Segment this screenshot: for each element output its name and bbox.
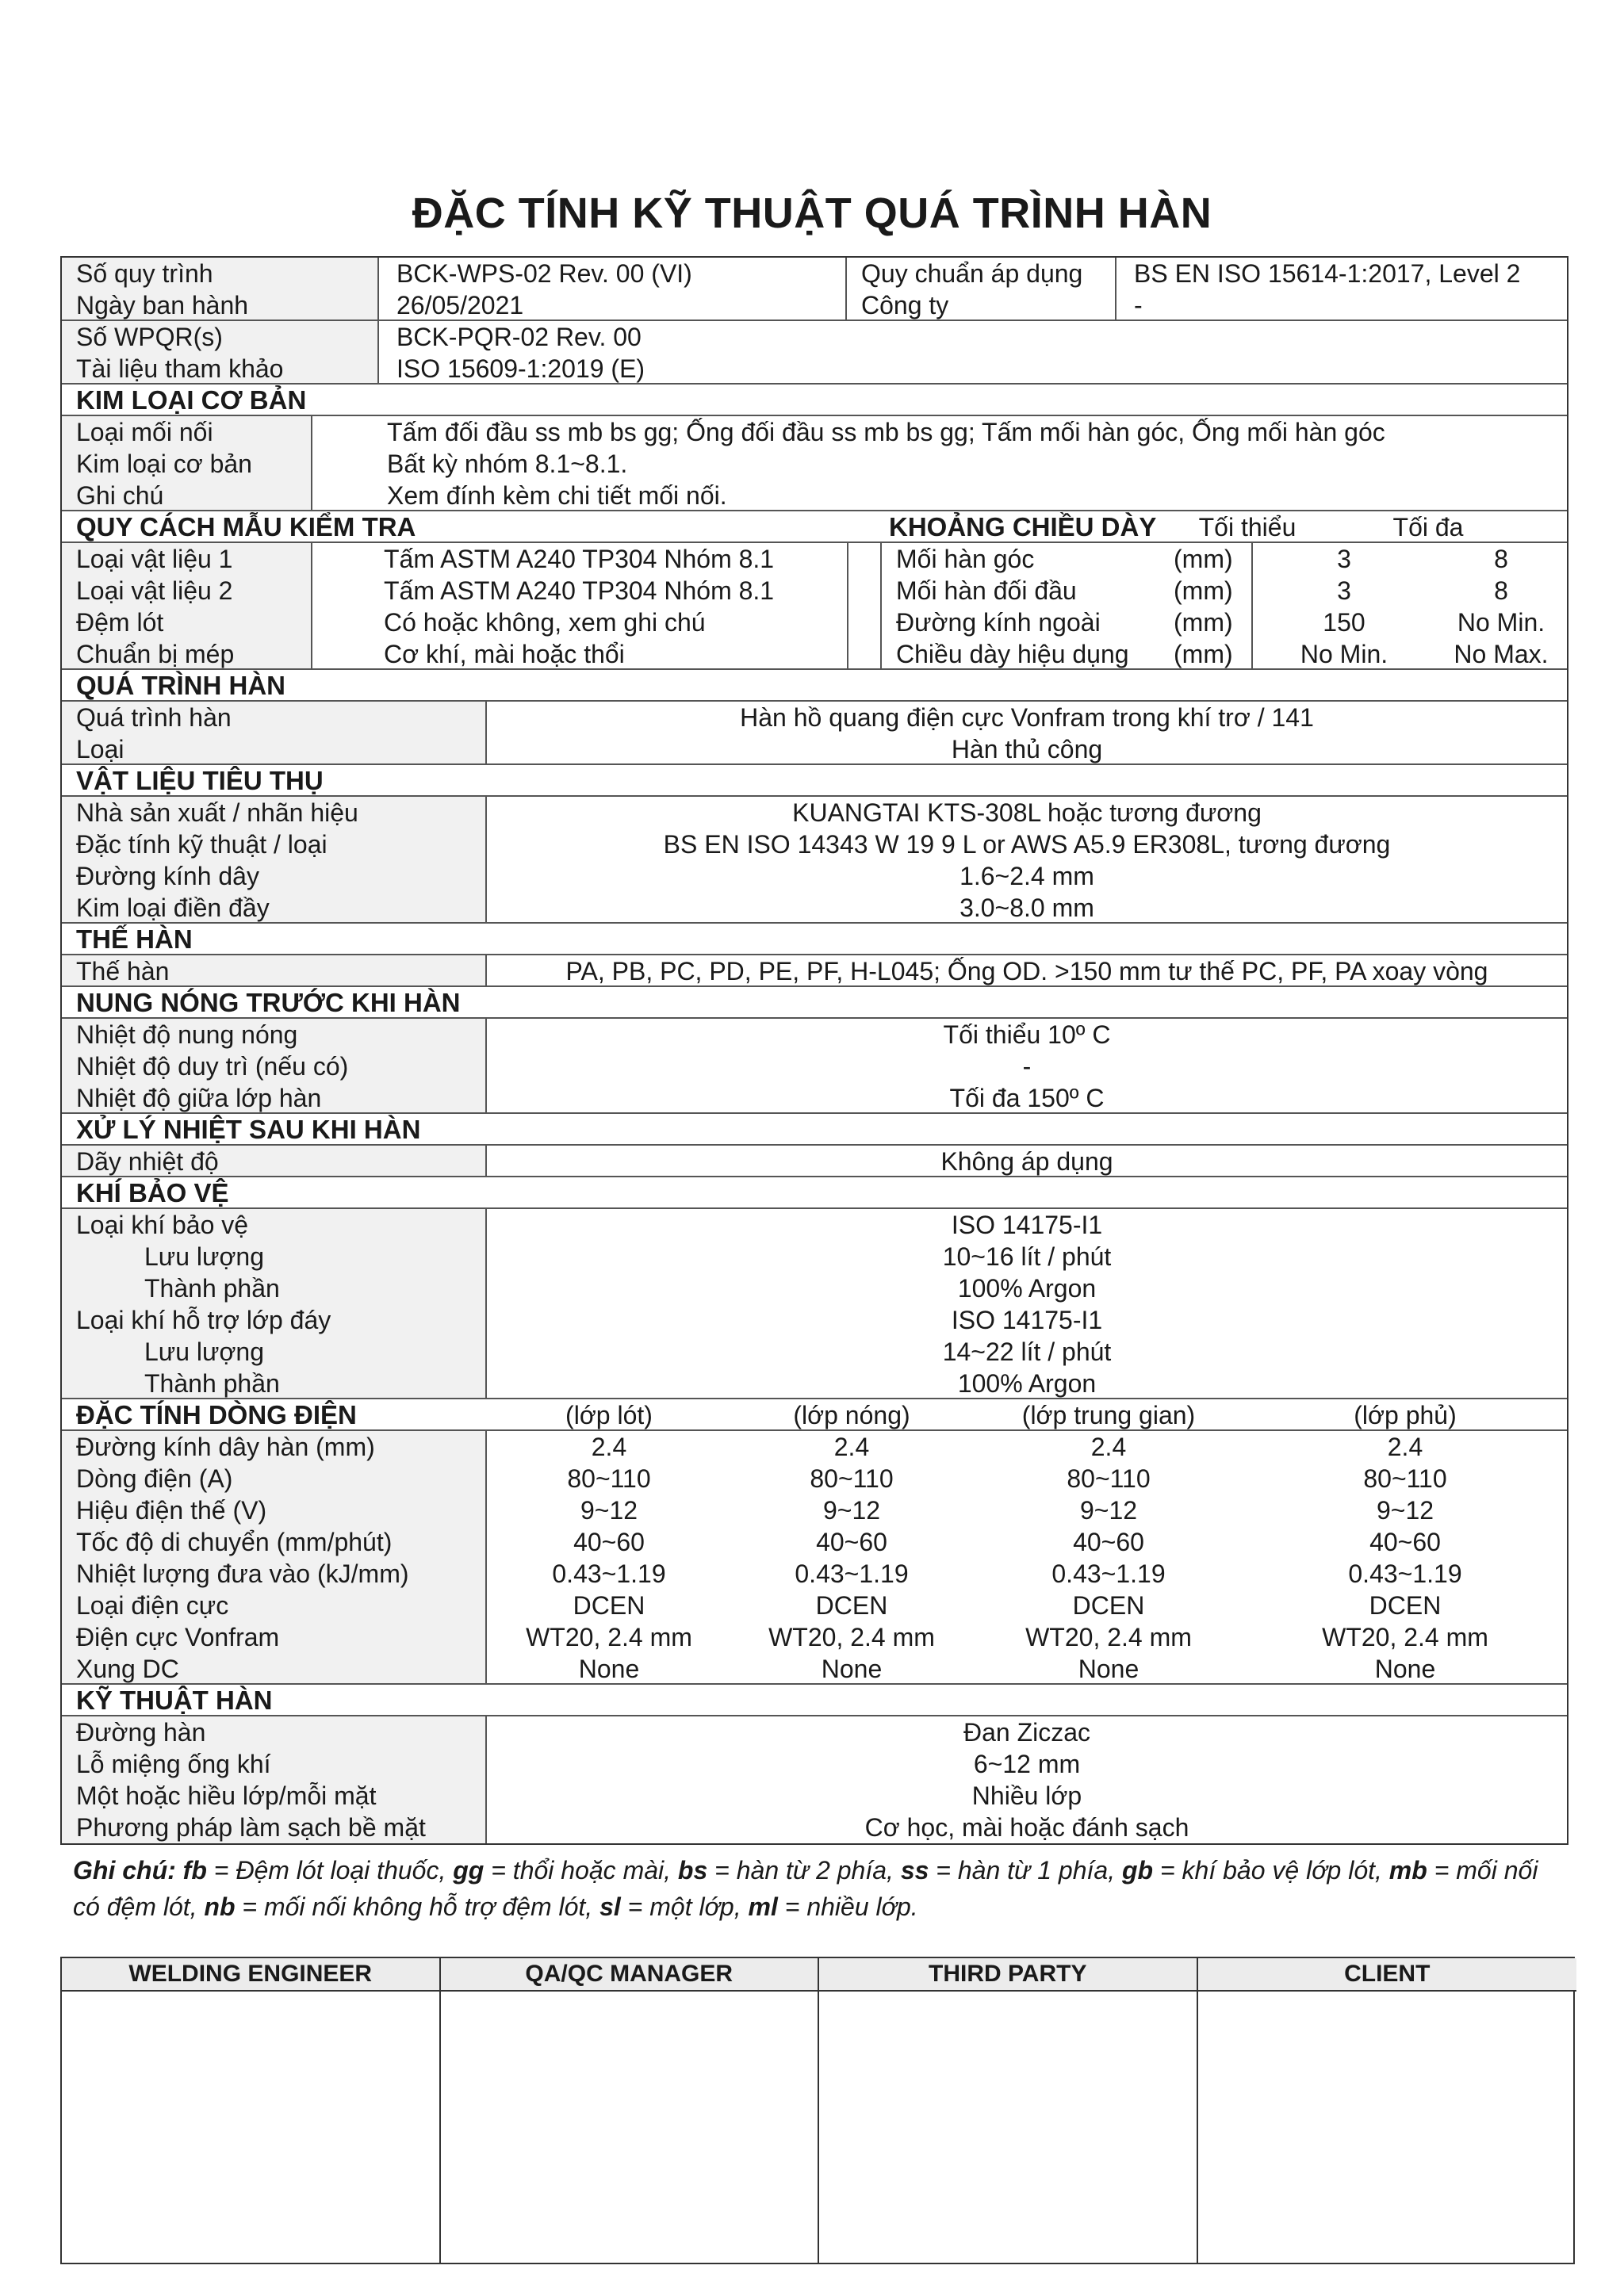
signature-header: WELDING ENGINEER bbox=[62, 1958, 439, 1992]
nung-nong-block bbox=[62, 1019, 1567, 1114]
current-value: 80~110 bbox=[567, 1464, 651, 1493]
label-tai-lieu: Tài liệu tham khảo bbox=[76, 354, 284, 383]
dong-dien-label: Dòng điện (A) bbox=[76, 1464, 233, 1493]
current-value: None bbox=[578, 1655, 640, 1683]
note-desc: = mối nối không hỗ trợ đệm lót, bbox=[235, 1892, 600, 1921]
chieu-day-max: No Min. bbox=[1457, 608, 1545, 637]
note-desc: = mối nối có đệm lót, bbox=[73, 1856, 1545, 1921]
khi-bao-ve-value: 10~16 lít / phút bbox=[942, 1242, 1112, 1271]
note-term: gg bbox=[453, 1856, 485, 1885]
nung-nong-value: Tối thiểu 10º C bbox=[943, 1020, 1111, 1049]
current-value: 9~12 bbox=[580, 1496, 638, 1525]
current-value: 9~12 bbox=[822, 1496, 881, 1525]
current-value: 0.43~1.19 bbox=[1051, 1559, 1166, 1588]
value-tai-lieu: ISO 15609-1:2019 (E) bbox=[396, 354, 645, 383]
pass-column-header: (lớp nóng) bbox=[793, 1401, 910, 1429]
value-wpqr: BCK-PQR-02 Rev. 00 bbox=[396, 323, 642, 351]
note-term: nb bbox=[204, 1892, 236, 1921]
current-value: 40~60 bbox=[1369, 1528, 1441, 1556]
kim-loai-value: Tấm đối đầu ss mb bs gg; Ống đối đầu ss mb bs gg; Tấm mối hàn góc, Ống mối hàn góc bbox=[387, 418, 1385, 446]
note-desc: = thổi hoặc mài, bbox=[484, 1856, 678, 1885]
vat-lieu-block bbox=[62, 797, 1567, 924]
kim-loai-label: Kim loại cơ bản bbox=[76, 450, 252, 478]
section-heading-kim-loai: KIM LOẠI CƠ BẢN bbox=[62, 385, 1567, 416]
chieu-day-label: Chiều dày hiệu dụng bbox=[896, 640, 1129, 668]
signature-box[interactable] bbox=[441, 1992, 818, 2261]
sections-container bbox=[62, 670, 1567, 1843]
wps-table bbox=[60, 256, 1568, 1845]
current-row-values bbox=[487, 1653, 1567, 1685]
chieu-day-max: No Max. bbox=[1454, 640, 1549, 668]
current-value: 9~12 bbox=[1079, 1496, 1138, 1525]
header-row-2 bbox=[62, 321, 1567, 385]
kim-loai-value: Xem đính kèm chi tiết mối nối. bbox=[387, 481, 727, 510]
quy-cach-value: Cơ khí, mài hoặc thổi bbox=[384, 640, 625, 668]
current-value: 80~110 bbox=[810, 1464, 894, 1493]
qua-trinh-label: Loại bbox=[76, 735, 124, 763]
vat-lieu-value: KUANGTAI KTS-308L hoặc tương đương bbox=[792, 798, 1262, 827]
col-min-label: Tối thiểu bbox=[1198, 513, 1297, 541]
ky-thuat-block bbox=[62, 1716, 1567, 1843]
chieu-day-min: 3 bbox=[1337, 545, 1351, 573]
current-value: 0.43~1.19 bbox=[1348, 1559, 1462, 1588]
current-value: 2.4 bbox=[833, 1433, 870, 1461]
label-wpqr: Số WPQR(s) bbox=[76, 323, 223, 351]
current-value: 0.43~1.19 bbox=[795, 1559, 909, 1588]
current-value: None bbox=[821, 1655, 883, 1683]
nung-nong-value: - bbox=[1022, 1052, 1032, 1081]
col-max-label: Tối đa bbox=[1392, 513, 1464, 541]
current-value: 40~60 bbox=[816, 1528, 887, 1556]
current-row-values bbox=[487, 1526, 1567, 1558]
current-value: 2.4 bbox=[1090, 1433, 1127, 1461]
current-value: WT20, 2.4 mm bbox=[1322, 1623, 1488, 1651]
khi-bao-ve-label: Loại khí hỗ trợ lớp đáy bbox=[76, 1306, 331, 1334]
chieu-day-unit: (mm) bbox=[1174, 576, 1233, 605]
qua-trinh-value: Hàn thủ công bbox=[951, 735, 1103, 763]
current-value: 40~60 bbox=[1073, 1528, 1144, 1556]
current-row-values bbox=[487, 1590, 1567, 1621]
qua-trinh-block bbox=[62, 702, 1567, 765]
ky-thuat-value: Nhiều lớp bbox=[971, 1781, 1082, 1810]
section-heading-quy-cach: QUY CÁCH MẪU KIỂM TRA bbox=[76, 512, 416, 541]
quy-cach-block bbox=[62, 543, 1567, 670]
the-han-block bbox=[62, 955, 1567, 987]
current-value: 80~110 bbox=[1067, 1464, 1151, 1493]
note-term: gb bbox=[1121, 1856, 1154, 1885]
current-value: DCEN bbox=[1072, 1591, 1145, 1620]
vat-lieu-value: 3.0~8.0 mm bbox=[959, 894, 1094, 922]
qua-trinh-value: Hàn hồ quang điện cực Vonfram trong khí trơ / 141 bbox=[740, 703, 1314, 732]
quy-cach-value: Có hoặc không, xem ghi chú bbox=[384, 608, 706, 637]
note-prefix: Ghi chú: bbox=[73, 1856, 176, 1885]
value-cong-ty: - bbox=[1134, 291, 1143, 320]
current-row-values bbox=[487, 1431, 1567, 1463]
khi-bao-ve-label: Lưu lượng bbox=[144, 1242, 265, 1271]
khi-bao-ve-label: Loại khí bảo vệ bbox=[76, 1211, 249, 1239]
vat-lieu-value: 1.6~2.4 mm bbox=[959, 862, 1094, 890]
the-han-value: PA, PB, PC, PD, PE, PF, H-L045; Ống OD. >150 mm tư thế PC, PF, PA xoay vòng bbox=[565, 957, 1488, 985]
pass-column-header: (lớp phủ) bbox=[1354, 1401, 1457, 1429]
signature-column bbox=[1198, 1958, 1577, 2263]
current-value: 9~12 bbox=[1376, 1496, 1434, 1525]
section-heading-the-han: THẾ HÀN bbox=[62, 924, 1567, 955]
dong-dien-label: Xung DC bbox=[76, 1655, 179, 1683]
xu-ly-block bbox=[62, 1146, 1567, 1177]
current-row-values bbox=[487, 1463, 1567, 1494]
quy-cach-label: Loại vật liệu 1 bbox=[76, 545, 233, 573]
vat-lieu-label: Đặc tính kỹ thuật / loại bbox=[76, 830, 327, 859]
current-row-values bbox=[487, 1621, 1567, 1653]
the-han-label: Thế hàn bbox=[76, 957, 170, 985]
kim-loai-label: Loại mối nối bbox=[76, 418, 213, 446]
note-term: ml bbox=[748, 1892, 778, 1921]
nung-nong-label: Nhiệt độ giữa lớp hàn bbox=[76, 1084, 322, 1112]
vat-lieu-label: Nhà sản xuất / nhãn hiệu bbox=[76, 798, 358, 827]
chieu-day-max: 8 bbox=[1494, 576, 1508, 605]
current-value: 0.43~1.19 bbox=[552, 1559, 666, 1588]
dong-dien-label: Nhiệt lượng đưa vào (kJ/mm) bbox=[76, 1559, 409, 1588]
current-value: WT20, 2.4 mm bbox=[526, 1623, 692, 1651]
current-row-values bbox=[487, 1494, 1567, 1526]
section-heading-chieu-day: KHOẢNG CHIỀU DÀY bbox=[889, 512, 1157, 541]
kim-loai-block bbox=[62, 416, 1567, 511]
signature-column bbox=[62, 1958, 441, 2263]
quy-cach-value: Tấm ASTM A240 TP304 Nhóm 8.1 bbox=[384, 576, 775, 605]
ky-thuat-label: Một hoặc hiều lớp/mỗi mặt bbox=[76, 1781, 377, 1810]
current-value: DCEN bbox=[573, 1591, 645, 1620]
chieu-day-min: No Min. bbox=[1300, 640, 1388, 668]
chieu-day-label: Mối hàn đối đầu bbox=[896, 576, 1077, 605]
chieu-day-max: 8 bbox=[1494, 545, 1508, 573]
khi-bao-ve-value: ISO 14175-I1 bbox=[951, 1306, 1103, 1334]
value-quy-chuan: BS EN ISO 15614-1:2017, Level 2 bbox=[1134, 259, 1521, 288]
footnote bbox=[73, 1852, 1572, 1925]
label-cong-ty: Công ty bbox=[861, 291, 949, 320]
current-value: 2.4 bbox=[591, 1433, 627, 1461]
ky-thuat-value: 6~12 mm bbox=[973, 1750, 1081, 1778]
signature-header: CLIENT bbox=[1198, 1958, 1577, 1992]
khi-bao-ve-block bbox=[62, 1209, 1567, 1399]
chieu-day-item bbox=[896, 543, 1251, 575]
ky-thuat-value: Đan Ziczac bbox=[963, 1718, 1091, 1747]
note-term: bs bbox=[677, 1856, 708, 1885]
signature-column bbox=[441, 1958, 820, 2263]
kim-loai-value: Bất kỳ nhóm 8.1~8.1. bbox=[387, 450, 628, 478]
nung-nong-label: Nhiệt độ nung nóng bbox=[76, 1020, 298, 1049]
nung-nong-label: Nhiệt độ duy trì (nếu có) bbox=[76, 1052, 349, 1081]
chieu-day-unit: (mm) bbox=[1174, 608, 1233, 637]
chieu-day-unit: (mm) bbox=[1174, 640, 1233, 668]
quy-cach-label: Đệm lót bbox=[76, 608, 164, 637]
dong-dien-label: Tốc độ di chuyển (mm/phút) bbox=[76, 1528, 393, 1556]
chieu-day-item bbox=[896, 607, 1251, 638]
section-heading-nung-nong: NUNG NÓNG TRƯỚC KHI HÀN bbox=[62, 987, 1567, 1019]
chieu-day-label: Mối hàn góc bbox=[896, 545, 1035, 573]
current-value: None bbox=[1078, 1655, 1139, 1683]
quy-cach-heading-row bbox=[62, 511, 1567, 543]
section-heading-text: ĐẶC TÍNH DÒNG ĐIỆN bbox=[76, 1400, 357, 1429]
quy-cach-label: Loại vật liệu 2 bbox=[76, 576, 233, 605]
note-term: sl bbox=[599, 1892, 621, 1921]
current-value: WT20, 2.4 mm bbox=[768, 1623, 935, 1651]
signature-header: THIRD PARTY bbox=[819, 1958, 1197, 1992]
signature-table bbox=[60, 1957, 1575, 2264]
ky-thuat-value: Cơ học, mài hoặc đánh sạch bbox=[864, 1813, 1189, 1842]
khi-bao-ve-label: Thành phần bbox=[144, 1369, 280, 1398]
ky-thuat-label: Phương pháp làm sạch bề mặt bbox=[76, 1813, 426, 1842]
current-value: DCEN bbox=[1369, 1591, 1442, 1620]
dong-dien-block bbox=[62, 1431, 1567, 1685]
label-quy-chuan: Quy chuẩn áp dụng bbox=[861, 259, 1083, 288]
section-heading-xu-ly: XỬ LÝ NHIỆT SAU KHI HÀN bbox=[62, 1114, 1567, 1146]
page-title: ĐẶC TÍNH KỸ THUẬT QUÁ TRÌNH HÀN bbox=[412, 189, 1212, 237]
header-row-1 bbox=[62, 258, 1567, 321]
dong-dien-label: Điện cực Vonfram bbox=[76, 1623, 280, 1651]
value-so-quy-trinh: BCK-WPS-02 Rev. 00 (VI) bbox=[396, 259, 692, 288]
value-ngay-ban-hanh: 26/05/2021 bbox=[396, 291, 524, 320]
label-so-quy-trinh: Số quy trình bbox=[76, 259, 213, 288]
current-value: WT20, 2.4 mm bbox=[1025, 1623, 1192, 1651]
dong-dien-label: Loại điện cực bbox=[76, 1591, 229, 1620]
chieu-day-item bbox=[896, 575, 1251, 607]
khi-bao-ve-value: 14~22 lít / phút bbox=[942, 1337, 1112, 1366]
dong-dien-label: Đường kính dây hàn (mm) bbox=[76, 1433, 375, 1461]
dong-dien-label: Hiệu điện thế (V) bbox=[76, 1496, 267, 1525]
chieu-day-label: Đường kính ngoài bbox=[896, 608, 1101, 637]
note-term: mb bbox=[1388, 1856, 1427, 1885]
xu-ly-value: Không áp dụng bbox=[940, 1147, 1113, 1176]
qua-trinh-label: Quá trình hàn bbox=[76, 703, 232, 732]
chieu-day-min: 3 bbox=[1337, 576, 1351, 605]
vat-lieu-label: Kim loại điền đầy bbox=[76, 894, 270, 922]
current-value: DCEN bbox=[815, 1591, 888, 1620]
ky-thuat-label: Lỗ miệng ống khí bbox=[76, 1750, 271, 1778]
section-heading-dong-dien bbox=[62, 1399, 1567, 1431]
kim-loai-label: Ghi chú bbox=[76, 481, 164, 510]
section-heading-khi-bao-ve: KHÍ BẢO VỆ bbox=[62, 1177, 1567, 1209]
signature-header: QA/QC MANAGER bbox=[441, 1958, 818, 1992]
khi-bao-ve-value: ISO 14175-I1 bbox=[951, 1211, 1103, 1239]
signature-column bbox=[819, 1958, 1198, 2263]
current-value: 40~60 bbox=[573, 1528, 645, 1556]
pass-column-header: (lớp lót) bbox=[565, 1401, 653, 1429]
signature-box[interactable] bbox=[1198, 1992, 1577, 2261]
khi-bao-ve-label: Lưu lượng bbox=[144, 1337, 265, 1366]
note-desc: = Đệm lót loại thuốc, bbox=[206, 1856, 454, 1885]
current-row-values bbox=[487, 1558, 1567, 1590]
note-desc: = hàn từ 1 phía, bbox=[929, 1856, 1122, 1885]
pass-column-header: (lớp trung gian) bbox=[1021, 1401, 1196, 1429]
vat-lieu-value: BS EN ISO 14343 W 19 9 L or AWS A5.9 ER308L, tương đương bbox=[663, 830, 1391, 859]
current-value: 80~110 bbox=[1363, 1464, 1447, 1493]
signature-box[interactable] bbox=[62, 1992, 439, 2261]
quy-cach-value: Tấm ASTM A240 TP304 Nhóm 8.1 bbox=[384, 545, 775, 573]
xu-ly-label: Dãy nhiệt độ bbox=[76, 1147, 219, 1176]
note-term: fb bbox=[182, 1856, 207, 1885]
current-value: None bbox=[1374, 1655, 1436, 1683]
note-desc: = khí bảo vệ lớp lót, bbox=[1153, 1856, 1389, 1885]
chieu-day-min: 150 bbox=[1323, 608, 1365, 637]
chieu-day-unit: (mm) bbox=[1174, 545, 1233, 573]
signature-box[interactable] bbox=[819, 1992, 1197, 2261]
chieu-day-item bbox=[896, 638, 1251, 670]
section-heading-vat-lieu: VẬT LIỆU TIÊU THỤ bbox=[62, 765, 1567, 797]
quy-cach-label: Chuẩn bị mép bbox=[76, 640, 235, 668]
ky-thuat-label: Đường hàn bbox=[76, 1718, 206, 1747]
current-value: 2.4 bbox=[1387, 1433, 1423, 1461]
khi-bao-ve-label: Thành phần bbox=[144, 1274, 280, 1303]
section-heading-qua-trinh: QUÁ TRÌNH HÀN bbox=[62, 670, 1567, 702]
vat-lieu-label: Đường kính dây bbox=[76, 862, 259, 890]
label-ngay-ban-hanh: Ngày ban hành bbox=[76, 291, 249, 320]
note-desc: = hàn từ 2 phía, bbox=[707, 1856, 901, 1885]
note-term: ss bbox=[900, 1856, 929, 1885]
khi-bao-ve-value: 100% Argon bbox=[957, 1274, 1097, 1303]
khi-bao-ve-value: 100% Argon bbox=[957, 1369, 1097, 1398]
nung-nong-value: Tối đa 150º C bbox=[949, 1084, 1105, 1112]
note-desc: = nhiều lớp. bbox=[777, 1892, 918, 1921]
section-heading-ky-thuat: KỸ THUẬT HÀN bbox=[62, 1685, 1567, 1716]
note-desc: = một lớp, bbox=[620, 1892, 749, 1921]
